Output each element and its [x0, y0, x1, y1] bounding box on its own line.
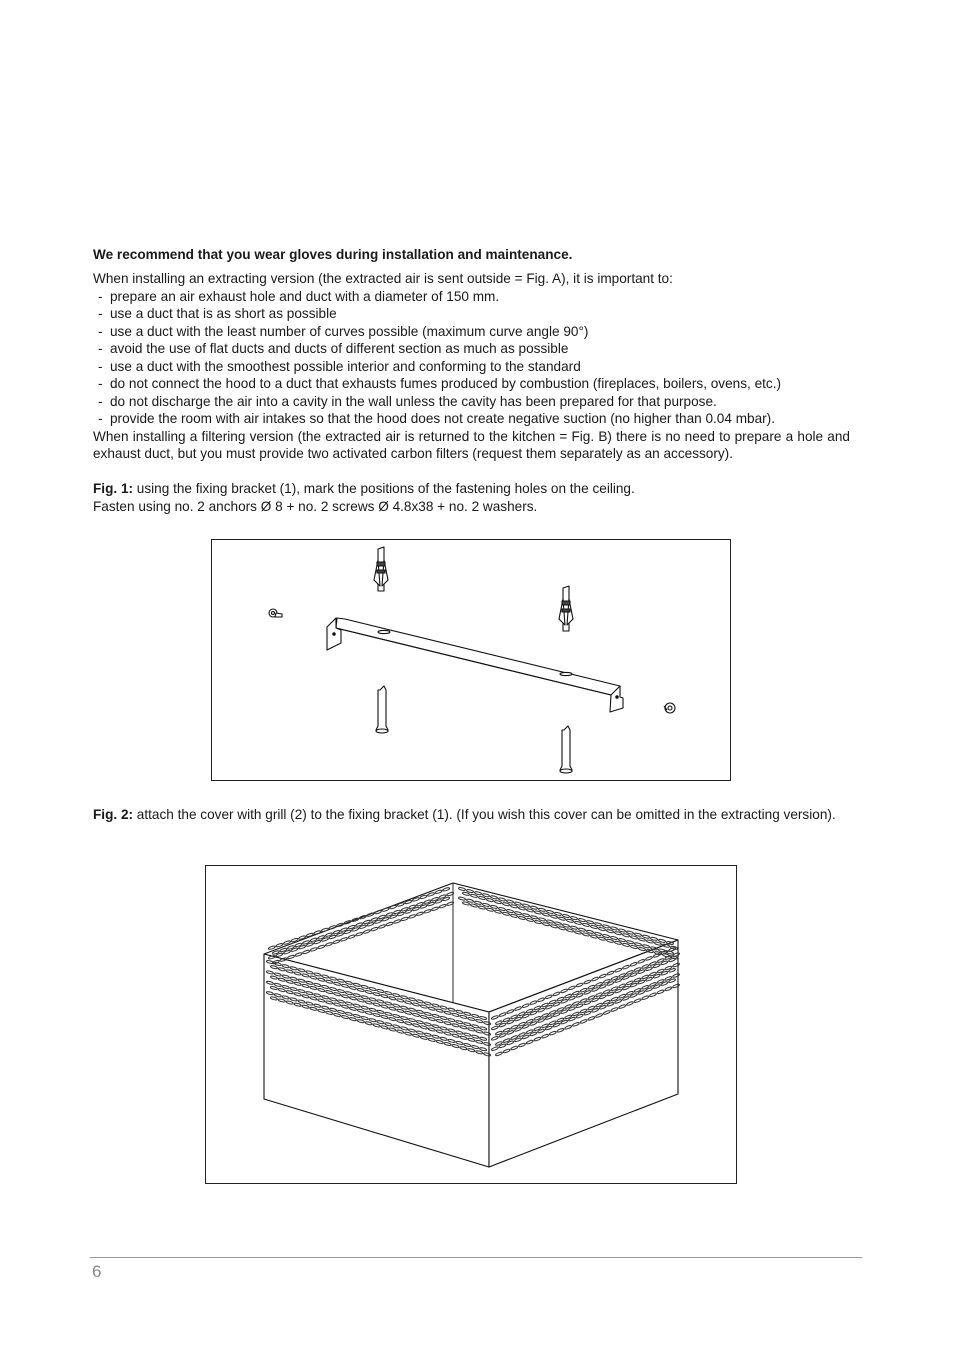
- grill-slot: [431, 907, 439, 912]
- bullet-dash: -: [98, 288, 103, 304]
- bullet-dash: -: [98, 341, 103, 356]
- footer-rule: [90, 1257, 862, 1258]
- page-number: 6: [92, 1262, 102, 1281]
- list-item: [98, 410, 850, 428]
- list-item: [98, 323, 850, 341]
- cover-front-left-face: [264, 954, 489, 1167]
- washer: [664, 703, 675, 713]
- fig2-text: attach the cover with grill (2) to the fixing bracket (1). (If you wish this cover can be omitted in the extracting version).: [133, 807, 836, 822]
- grill-slot: [310, 947, 318, 952]
- grill-slot: [321, 928, 329, 933]
- list-item-text: prepare an air exhaust hole and duct with a diameter of 150 mm.: [110, 288, 500, 304]
- list-item: [98, 393, 850, 411]
- gloves-warning: We recommend that you wear gloves during installation and maintenance.: [93, 247, 573, 262]
- wall-anchor: [374, 547, 388, 591]
- list-item: [98, 305, 850, 323]
- fig1-caption: [93, 480, 850, 515]
- list-item-text: provide the room with air intakes so that the hood does not create negative suction (no higher than 0.04 mbar).: [110, 411, 775, 426]
- grill-slot: [458, 897, 466, 901]
- list-item: [98, 375, 850, 393]
- list-item: [98, 340, 850, 358]
- filtering-paragraph: When installing a filtering version (the extracted air is returned to the kitchen = Fig. B) there is no need to prepare a hole and exhaust duct, but you must provide two activated carbon filters (request them separately as an accessory).: [93, 428, 850, 461]
- grill-slot: [416, 912, 424, 917]
- grill-slot: [306, 933, 314, 938]
- grill-slot: [393, 919, 401, 924]
- grill-slot: [325, 942, 333, 947]
- grill-slot: [355, 932, 363, 937]
- grill-slot: [389, 905, 397, 910]
- bracket-drawing: [212, 540, 730, 780]
- list-item-text: use a duct with the least number of curves possible (maximum curve angle 90°): [110, 323, 589, 339]
- list-item-text: use a duct that is as short as possible: [110, 306, 337, 321]
- grill-slot: [442, 887, 450, 892]
- bullet-dash: -: [98, 306, 103, 321]
- fig1-illustration: [211, 539, 731, 781]
- grill-slot: [333, 940, 341, 945]
- grill-slot: [458, 887, 466, 891]
- grill-slot: [371, 927, 379, 932]
- fig1-line1: using the fixing bracket (1), mark the positions of the fastening holes on the ceiling.: [133, 481, 635, 496]
- grill-slot: [409, 914, 417, 919]
- grill-slot: [367, 912, 375, 917]
- screw: [560, 726, 572, 773]
- grill-slot: [363, 929, 371, 934]
- grill-cover-drawing: [206, 866, 736, 1183]
- fig1-line2: Fasten using no. 2 anchors Ø 8 + no. 2 screws Ø 4.8x38 + no. 2 washers.: [93, 498, 538, 514]
- grill-slot: [295, 952, 303, 957]
- washer: [269, 609, 282, 617]
- fig2-caption: [93, 806, 850, 824]
- bullet-dash: -: [98, 393, 103, 409]
- extracting-intro: When installing an extracting version (the extracted air is sent outside = Fig. A), it is important to:: [93, 271, 673, 286]
- list-item-text: avoid the use of flat ducts and ducts of different section as much as possible: [110, 341, 569, 356]
- grill-slot: [424, 909, 432, 914]
- grill-slot: [318, 945, 326, 950]
- fig1-label: Fig. 1:: [93, 481, 134, 496]
- grill-slot: [302, 950, 310, 955]
- grill-slot: [329, 925, 337, 930]
- grill-slot: [439, 904, 447, 909]
- fig2-label: Fig. 2:: [93, 807, 134, 822]
- extracting-requirements-list: [98, 288, 850, 428]
- bullet-dash: -: [98, 411, 103, 426]
- list-item-text: do not connect the hood to a duct that exhausts fumes produced by combustion (fireplaces, boilers, ovens, etc.): [110, 376, 782, 391]
- screw: [376, 686, 388, 733]
- grill-slot: [397, 902, 405, 907]
- grill-slot: [340, 937, 348, 942]
- list-item: [98, 358, 850, 376]
- list-item-text: use a duct with the smoothest possible interior and conforming to the standard: [110, 358, 581, 374]
- grill-slot: [268, 945, 276, 950]
- fig2-illustration: [205, 865, 737, 1184]
- grill-slot: [382, 907, 390, 912]
- grill-slot: [378, 924, 386, 929]
- list-item: [98, 288, 850, 306]
- grill-slot: [314, 930, 322, 935]
- grill-slot: [287, 955, 295, 960]
- grill-slot: [348, 934, 356, 939]
- grill-slot: [435, 890, 443, 895]
- bullet-dash: -: [98, 358, 103, 374]
- fixing-bracket: [327, 618, 623, 712]
- list-item-text: do not discharge the air into a cavity in the wall unless the cavity has been prepared for that purpose.: [110, 393, 717, 409]
- bullet-dash: -: [98, 323, 103, 339]
- grill-slot: [386, 922, 394, 927]
- grill-slot: [401, 917, 409, 922]
- wall-anchor: [559, 586, 573, 631]
- bullet-dash: -: [98, 376, 103, 391]
- grill-slot: [374, 910, 382, 915]
